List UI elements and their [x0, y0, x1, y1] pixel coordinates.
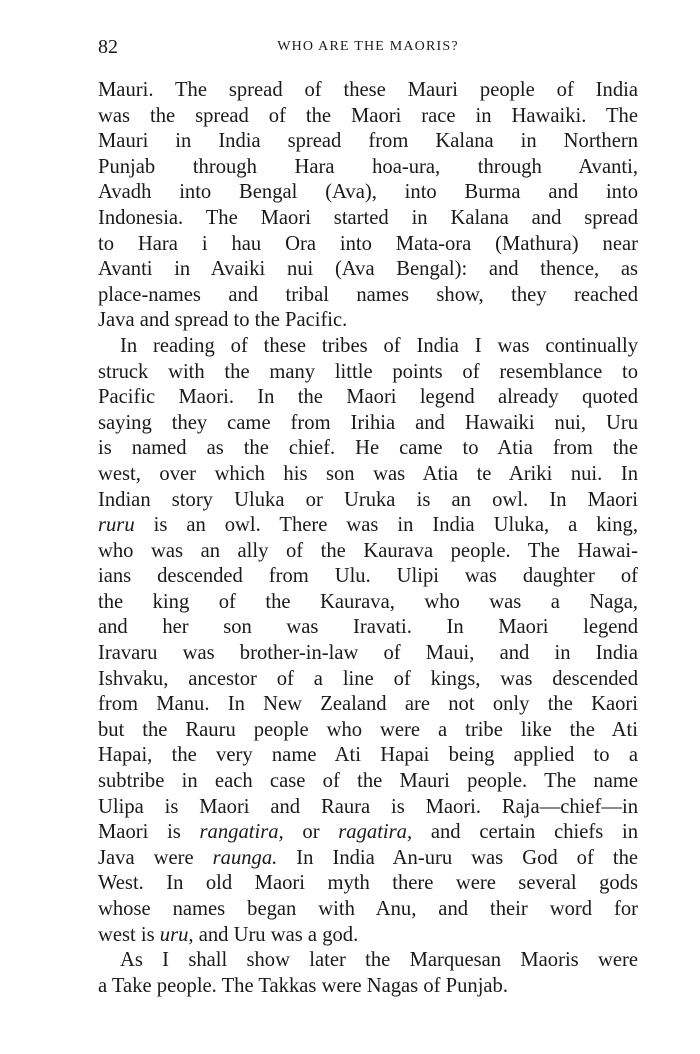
text-line: [98, 743, 638, 769]
text-run: saying they came from Irihia and Hawaiki nui, Uru: [98, 411, 638, 434]
text-line: [98, 129, 638, 155]
italic-term: raunga.: [212, 846, 278, 869]
text-run: Punjab through Hara hoa-ura, through Avanti,: [98, 155, 638, 178]
text-run: ians descended from Ulu. Ulipi was daughter of: [98, 565, 638, 588]
text-run: from Manu. In New Zealand are not only the Kaori: [98, 693, 638, 716]
text-run: a Take people. The Takkas were Nagas of Punjab.: [98, 974, 509, 997]
text-run: is an owl. There was in India Uluka, a king,: [134, 514, 638, 537]
text-line: [98, 795, 638, 821]
text-run: Avanti in Avaiki nui (Ava Bengal): and thence, as: [98, 258, 638, 281]
text-run: Pacific Maori. In the Maori legend already quoted: [98, 386, 638, 409]
text-line: [98, 488, 638, 514]
text-run: is named as the chief. He came to Atia from the: [98, 437, 638, 460]
text-line: [98, 871, 638, 897]
text-run: Maori is: [98, 821, 200, 844]
text-line: [98, 78, 638, 104]
page-number: 82: [98, 36, 118, 58]
text-line: [98, 257, 638, 283]
text-line: [98, 334, 638, 360]
text-run: to Hara i hau Ora into Mata-ora (Mathura) near: [98, 232, 638, 255]
text-run: Hapai, the very name Ati Hapai being applied to a: [98, 744, 638, 767]
italic-term: ragatira,: [338, 821, 413, 844]
text-run: subtribe in each case of the Mauri people. The name: [98, 770, 638, 793]
text-run: As I shall show later the Marquesan Maoris were: [120, 949, 638, 972]
text-run: and her son was Iravati. In Maori legend: [98, 616, 638, 639]
text-run: Ulipa is Maori and Raura is Maori. Raja—chief—in: [98, 795, 638, 818]
text-run: Indonesia. The Maori started in Kalana and spread: [98, 206, 638, 229]
paragraph: [98, 78, 638, 334]
text-run: place-names and tribal names show, they reached: [98, 283, 638, 306]
text-run: Avadh into Bengal (Ava), into Burma and into: [98, 181, 638, 204]
text-line: [98, 411, 638, 437]
text-line: [98, 692, 638, 718]
text-run: In India An-uru was God of the: [277, 846, 639, 869]
text-line: [98, 513, 638, 539]
text-line: [98, 948, 638, 974]
text-run: but the Rauru people who were a tribe like the Ati: [98, 718, 638, 741]
text-line: [98, 308, 638, 334]
text-run: west is: [98, 923, 160, 946]
body-text: [98, 78, 638, 999]
text-run: Indian story Uluka or Uruka is an owl. In Maori: [98, 488, 638, 511]
text-line: [98, 436, 638, 462]
text-line: [98, 615, 638, 641]
text-line: [98, 180, 638, 206]
text-line: [98, 974, 638, 1000]
italic-term: ruru: [98, 514, 135, 537]
text-run: Mauri in India spread from Kalana in Northern: [98, 130, 638, 153]
text-line: [98, 104, 638, 130]
text-line: [98, 718, 638, 744]
text-line: [98, 539, 638, 565]
text-run: West. In old Maori myth there were several gods: [98, 872, 638, 895]
text-run: whose names began with Anu, and their word for: [98, 898, 638, 920]
text-line: [98, 385, 638, 411]
text-line: [98, 641, 638, 667]
text-run: or: [283, 821, 339, 844]
text-line: [98, 769, 638, 795]
italic-term: uru,: [159, 923, 194, 946]
text-line: [98, 667, 638, 693]
page-header: [98, 34, 638, 60]
text-line: [98, 283, 638, 309]
paragraph: [98, 948, 638, 999]
text-run: Iravaru was brother-in-law of Maui, and in India: [98, 642, 638, 665]
paragraph: [98, 334, 638, 948]
text-line: [98, 232, 638, 258]
text-run: Ishvaku, ancestor of a line of kings, was descended: [98, 667, 638, 690]
text-line: [98, 206, 638, 232]
text-run: Mauri. The spread of these Mauri people of India: [98, 79, 638, 101]
running-head: WHO ARE THE MAORIS?: [277, 39, 459, 54]
text-line: [98, 846, 638, 872]
text-line: [98, 820, 638, 846]
text-line: [98, 564, 638, 590]
text-run: who was an ally of the Kaurava people. The Hawai-: [98, 539, 638, 562]
text-run: and Uru was a god.: [193, 923, 359, 946]
text-run: the king of the Kaurava, who was a Naga,: [98, 590, 638, 613]
text-run: west, over which his son was Atia te Ariki nui. In: [98, 462, 638, 485]
text-run: struck with the many little points of resemblance to: [98, 360, 638, 383]
text-line: [98, 923, 638, 949]
text-line: [98, 590, 638, 616]
italic-term: rangatira,: [199, 821, 284, 844]
text-line: [98, 360, 638, 386]
text-line: [98, 897, 638, 923]
text-run: Java and spread to the Pacific.: [98, 309, 348, 332]
text-run: was the spread of the Maori race in Hawaiki. The: [98, 104, 638, 127]
text-line: [98, 155, 638, 181]
text-run: and certain chiefs in: [412, 821, 638, 844]
text-run: Java were: [98, 846, 213, 869]
text-line: [98, 462, 638, 488]
text-run: In reading of these tribes of India I was continually: [120, 334, 638, 357]
